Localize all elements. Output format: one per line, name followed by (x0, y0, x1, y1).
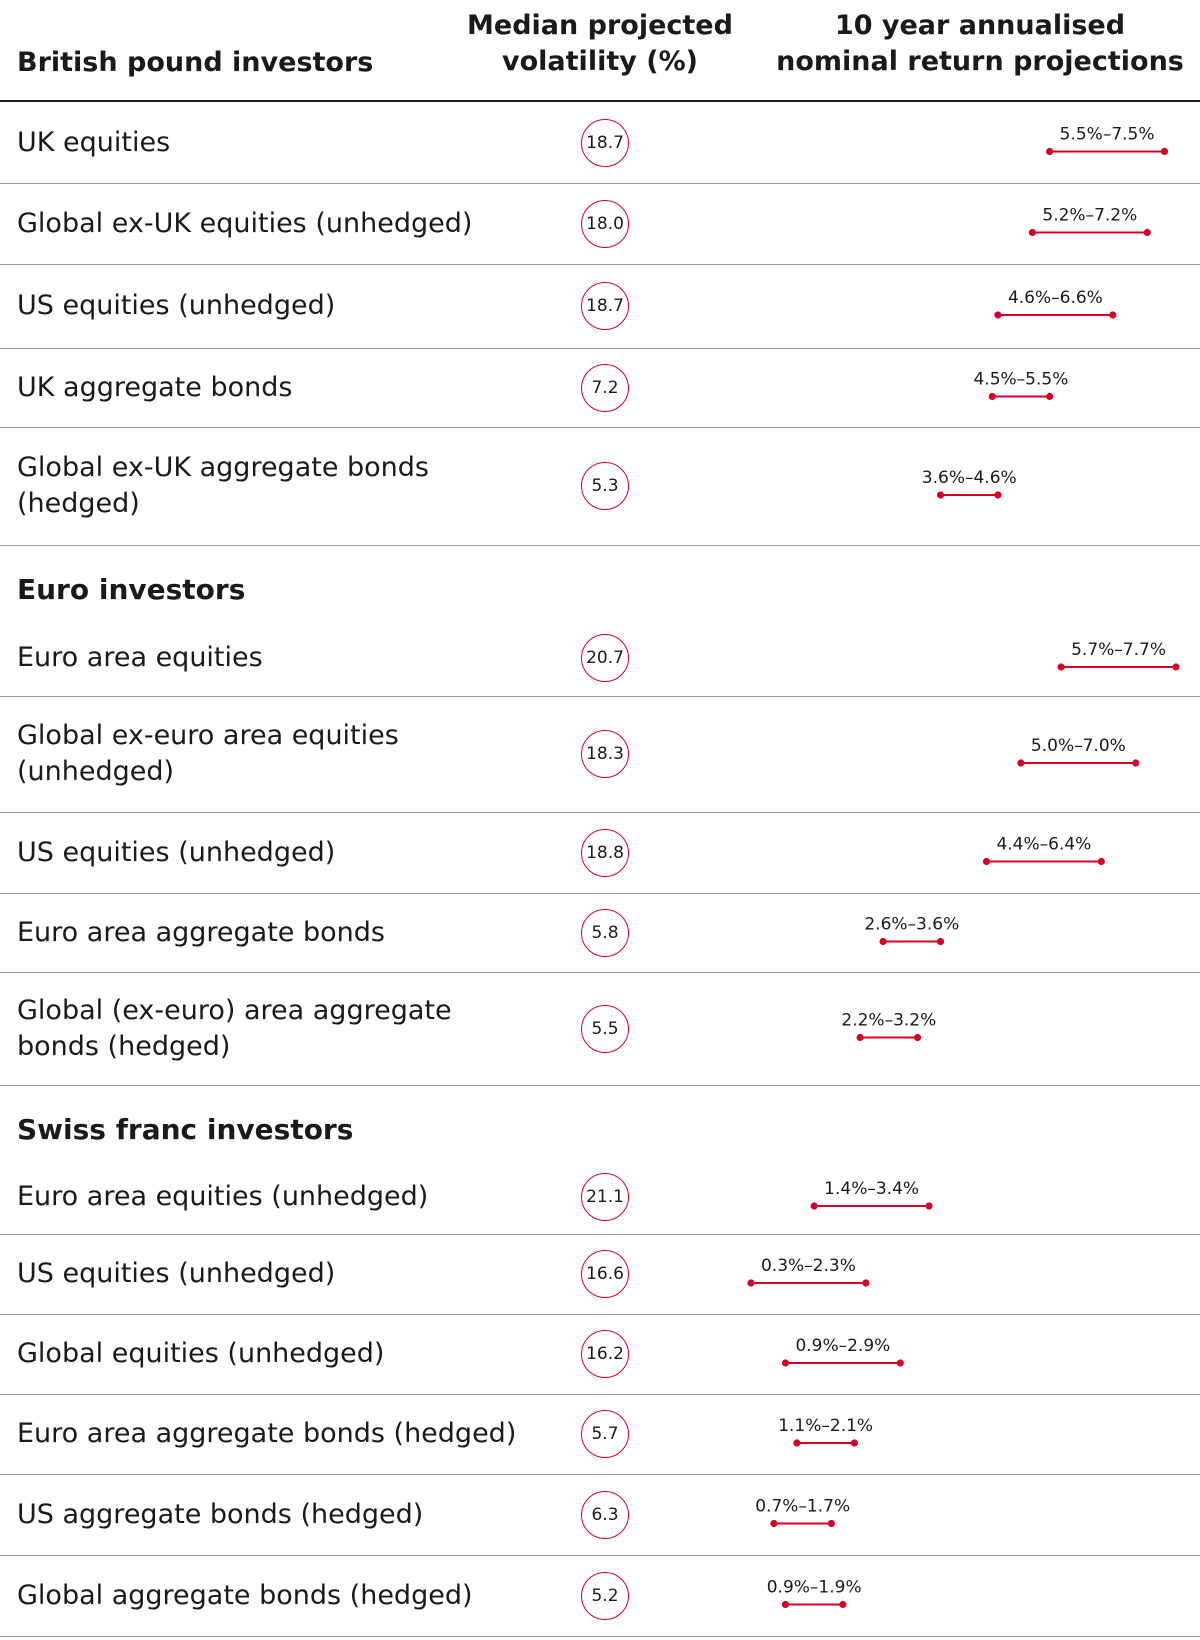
range-high-dot (937, 938, 944, 945)
range-low-dot (1017, 759, 1024, 766)
range-high-dot (1144, 229, 1151, 236)
range-low-dot (747, 1279, 754, 1286)
range-label: 3.6%–4.6% (921, 468, 1017, 488)
volatility-badge: 5.2 (581, 1572, 629, 1620)
range-low-dot (1058, 663, 1065, 670)
range-low-dot (983, 858, 990, 865)
range-high-dot (828, 1520, 835, 1527)
range-low-dot (989, 393, 996, 400)
volatility-badge: 6.3 (581, 1491, 629, 1539)
volatility-badge: 18.0 (581, 200, 629, 248)
column-header-group: British pound investors (17, 47, 374, 78)
row-label: Global ex-euro area equities (unhedged) (17, 720, 399, 787)
row-label: US equities (unhedged) (17, 290, 336, 321)
volatility-badge: 5.8 (581, 909, 629, 957)
range-high-dot (1109, 311, 1116, 318)
range-label: 0.9%–2.9% (795, 1336, 891, 1356)
range-low-dot (937, 491, 944, 498)
range-low-dot (857, 1034, 864, 1041)
row-label: Euro area equities (17, 642, 263, 673)
row-label: Global (ex-euro) area aggregate bonds (hedged) (17, 994, 452, 1062)
volatility-badge: 18.3 (581, 730, 629, 778)
row-label: US equities (unhedged) (17, 1258, 336, 1289)
row-label: Global aggregate bonds (hedged) (17, 1579, 473, 1611)
row-label: Global equities (unhedged) (17, 1338, 385, 1369)
range-label: 2.2%–3.2% (841, 1010, 937, 1031)
range-high-dot (914, 1034, 921, 1041)
range-low-dot (782, 1601, 789, 1608)
row-label: UK equities (17, 126, 171, 158)
range-low-dot (994, 311, 1001, 318)
volatility-badge: 18.8 (581, 829, 629, 877)
range-label: 5.2%–7.2% (1042, 205, 1138, 226)
range-low-dot (811, 1202, 818, 1209)
range-low-dot (1046, 148, 1053, 155)
range-high-dot (862, 1279, 869, 1286)
row-label: Global ex-UK aggregate bonds (hedged) (17, 452, 430, 519)
column-header-returns: 10 year annualised nominal return projections (776, 10, 1184, 77)
volatility-badge: 5.5 (581, 1005, 629, 1053)
range-label: 5.5%–7.5% (1059, 124, 1155, 145)
range-high-dot (1098, 858, 1105, 865)
range-label: 0.3%–2.3% (760, 1256, 856, 1276)
range-label: 0.7%–1.7% (755, 1496, 851, 1517)
range-label: 1.1%–2.1% (778, 1416, 874, 1436)
row-label: UK aggregate bonds (17, 371, 293, 403)
volatility-badge: 16.6 (581, 1250, 629, 1298)
range-high-dot (1172, 663, 1179, 670)
range-label: 5.0%–7.0% (1030, 736, 1126, 756)
volatility-badge: 7.2 (581, 364, 629, 412)
range-low-dot (1029, 229, 1036, 236)
range-high-dot (897, 1359, 904, 1366)
range-high-dot (851, 1439, 858, 1446)
range-high-dot (1161, 148, 1168, 155)
volatility-badge: 5.7 (581, 1410, 629, 1458)
row-label: Euro area aggregate bonds (hedged) (17, 1418, 517, 1449)
row-label: Global ex-UK equities (unhedged) (17, 207, 473, 239)
range-high-dot (1132, 759, 1139, 766)
range-low-dot (793, 1439, 800, 1446)
range-label: 4.4%–6.4% (996, 834, 1092, 855)
range-high-dot (925, 1202, 932, 1209)
column-header-volatility: Median projected volatility (%) (467, 10, 733, 77)
range-label: 1.4%–3.4% (824, 1179, 920, 1199)
volatility-badge: 20.7 (581, 634, 629, 682)
range-high-dot (994, 491, 1001, 498)
volatility-badge: 18.7 (581, 119, 629, 167)
range-label: 4.5%–5.5% (973, 369, 1069, 390)
range-label: 5.7%–7.7% (1071, 640, 1167, 660)
range-label: 2.6%–3.6% (864, 914, 960, 935)
group-title: Swiss franc investors (17, 1113, 354, 1146)
range-low-dot (782, 1359, 789, 1366)
volatility-badge: 21.1 (581, 1173, 629, 1221)
range-label: 4.6%–6.6% (1007, 288, 1103, 308)
range-high-dot (839, 1601, 846, 1608)
row-label: Euro area aggregate bonds (17, 916, 385, 948)
row-label: US equities (unhedged) (17, 836, 336, 868)
range-label: 0.9%–1.9% (766, 1577, 862, 1598)
row-label: US aggregate bonds (hedged) (17, 1498, 424, 1530)
volatility-badge: 5.3 (581, 462, 629, 510)
range-low-dot (879, 938, 886, 945)
range-high-dot (1046, 393, 1053, 400)
range-low-dot (770, 1520, 777, 1527)
group-title: Euro investors (17, 573, 246, 606)
row-label: Euro area equities (unhedged) (17, 1181, 429, 1212)
volatility-badge: 18.7 (581, 282, 629, 330)
volatility-badge: 16.2 (581, 1330, 629, 1378)
